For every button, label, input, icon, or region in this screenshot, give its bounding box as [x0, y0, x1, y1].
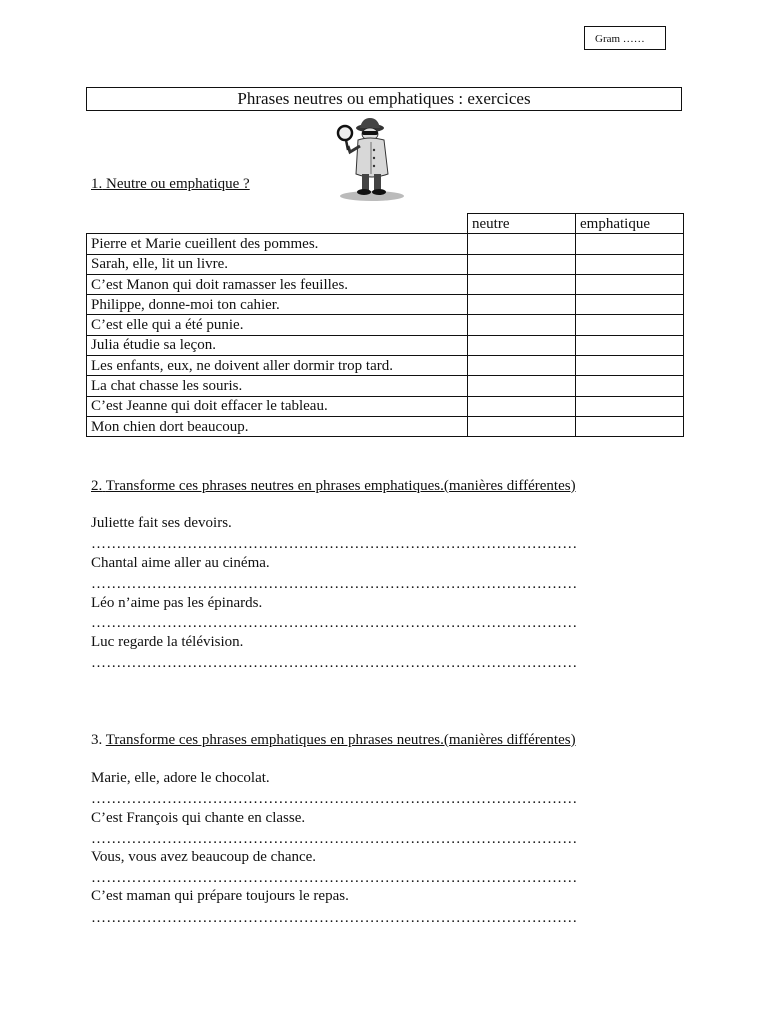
neutre-checkbox-cell[interactable] [468, 234, 576, 254]
sentence-cell: Pierre et Marie cueillent des pommes. [87, 234, 468, 254]
neutre-checkbox-cell[interactable] [468, 335, 576, 355]
emphatique-checkbox-cell[interactable] [576, 254, 684, 274]
neutre-checkbox-cell[interactable] [468, 356, 576, 376]
table-header-row [87, 214, 684, 234]
table-row [87, 234, 684, 254]
answer-line[interactable]: …………………………………………………………………………………… [91, 536, 578, 552]
table-row [87, 376, 684, 396]
neutre-checkbox-cell[interactable] [468, 396, 576, 416]
sentence-cell: La chat chasse les souris. [87, 376, 468, 396]
neutre-checkbox-cell[interactable] [468, 416, 576, 436]
detective-magnifier-icon [328, 116, 408, 202]
sentence-cell: Julia étudie sa leçon. [87, 335, 468, 355]
exercise-sentence: C’est maman qui prépare toujours le repas. [91, 888, 349, 904]
answer-line[interactable]: …………………………………………………………………………………… [91, 870, 578, 886]
sentence-cell: Les enfants, eux, ne doivent aller dormir trop tard. [87, 356, 468, 376]
exercise-sentence: C’est François qui chante en classe. [91, 810, 306, 826]
exercise-sentence: Luc regarde la télévision. [91, 634, 244, 650]
table-row [87, 315, 684, 335]
answer-line[interactable]: …………………………………………………………………………………… [91, 791, 578, 807]
table-row [87, 274, 684, 294]
exercise-sentence: Marie, elle, adore le chocolat. [91, 770, 270, 786]
sentence-cell: C’est elle qui a été punie. [87, 315, 468, 335]
emphatique-checkbox-cell[interactable] [576, 376, 684, 396]
sentence-cell: C’est Jeanne qui doit effacer le tableau. [87, 396, 468, 416]
sentence-cell: Sarah, elle, lit un livre. [87, 254, 468, 274]
column-header-neutre: neutre [468, 214, 576, 234]
section2-title: 2. Transforme ces phrases neutres en phrases emphatiques.(manières différentes) [91, 478, 576, 494]
table-row [87, 416, 684, 436]
neutral-emphatic-table [86, 213, 684, 437]
exercise-sentence: Léo n’aime pas les épinards. [91, 595, 263, 611]
emphatique-checkbox-cell[interactable] [576, 295, 684, 315]
sentence-cell: Mon chien dort beaucoup. [87, 416, 468, 436]
answer-line[interactable]: …………………………………………………………………………………… [91, 910, 578, 926]
emphatique-checkbox-cell[interactable] [576, 315, 684, 335]
answer-line[interactable]: …………………………………………………………………………………… [91, 655, 578, 671]
table-row [87, 356, 684, 376]
emphatique-checkbox-cell[interactable] [576, 234, 684, 254]
neutre-checkbox-cell[interactable] [468, 376, 576, 396]
emphatique-checkbox-cell[interactable] [576, 335, 684, 355]
neutre-checkbox-cell[interactable] [468, 274, 576, 294]
emphatique-checkbox-cell[interactable] [576, 396, 684, 416]
gram-box: Gram …… [584, 26, 666, 50]
emphatique-checkbox-cell[interactable] [576, 274, 684, 294]
neutre-checkbox-cell[interactable] [468, 254, 576, 274]
exercise-sentence: Chantal aime aller au cinéma. [91, 555, 270, 571]
table-row [87, 396, 684, 416]
sentence-cell: Philippe, donne-moi ton cahier. [87, 295, 468, 315]
table-row [87, 254, 684, 274]
section1-title: 1. Neutre ou emphatique ? [91, 176, 250, 192]
answer-line[interactable]: …………………………………………………………………………………… [91, 576, 578, 592]
exercise-sentence: Vous, vous avez beaucoup de chance. [91, 849, 317, 865]
page-title: Phrases neutres ou emphatiques : exercices [86, 87, 682, 111]
table-header-blank [87, 214, 468, 234]
neutre-checkbox-cell[interactable] [468, 315, 576, 335]
column-header-emphatique: emphatique [576, 214, 684, 234]
neutre-checkbox-cell[interactable] [468, 295, 576, 315]
emphatique-checkbox-cell[interactable] [576, 356, 684, 376]
answer-line[interactable]: …………………………………………………………………………………… [91, 615, 578, 631]
table-row [87, 295, 684, 315]
answer-line[interactable]: …………………………………………………………………………………… [91, 831, 578, 847]
sentence-cell: C’est Manon qui doit ramasser les feuilles. [87, 274, 468, 294]
emphatique-checkbox-cell[interactable] [576, 416, 684, 436]
section3-title: 3. Transforme ces phrases emphatiques en phrases neutres.(manières différentes) [91, 732, 576, 748]
exercise-sentence: Juliette fait ses devoirs. [91, 515, 232, 531]
table-row [87, 335, 684, 355]
